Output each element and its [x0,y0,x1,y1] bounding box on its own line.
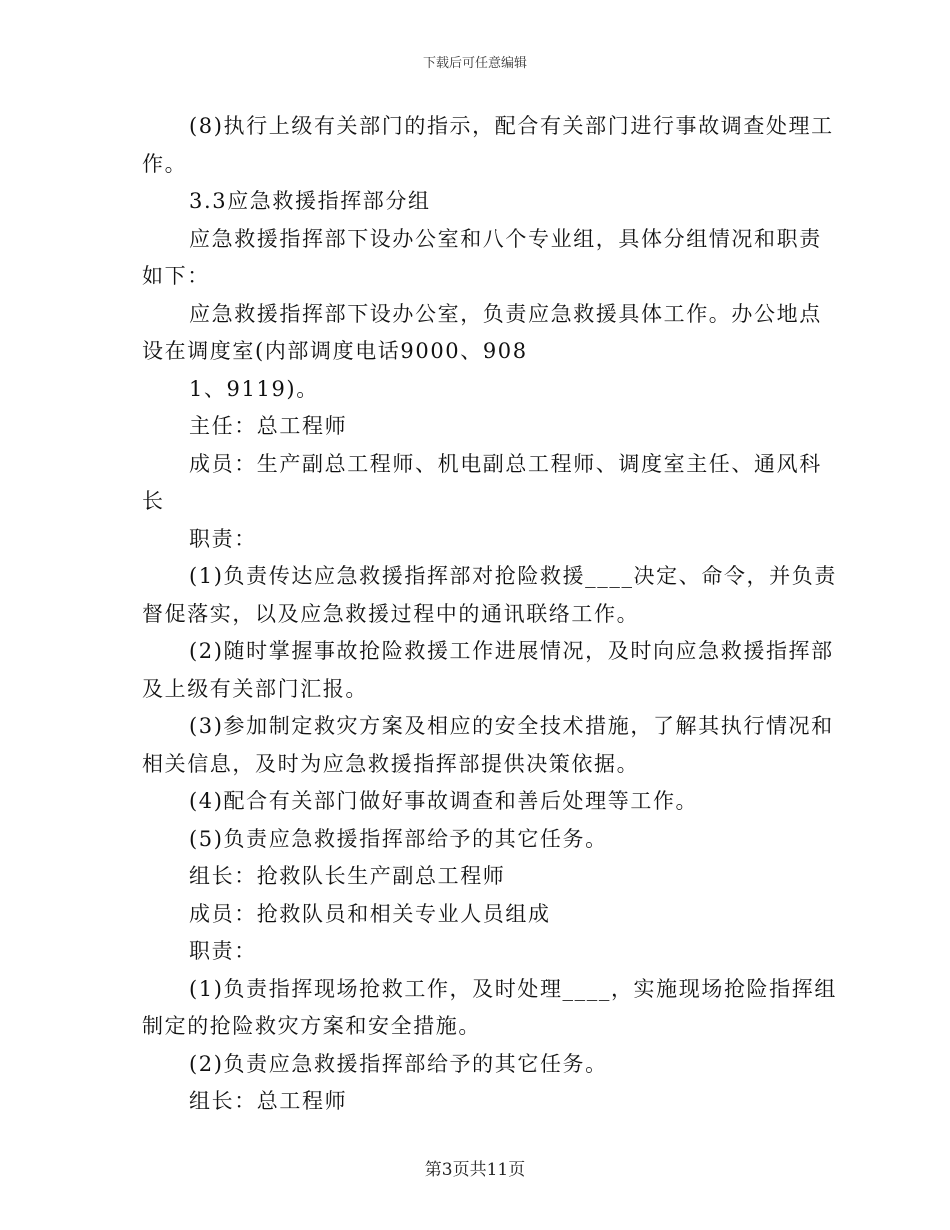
paragraph-line: 及上级有关部门汇报。 [142,676,368,701]
paragraph-line: (2)随时掌握事故抢险救援工作进展情况，及时向应急救援指挥部 [189,639,834,663]
paragraph-line: (2)负责应急救援指挥部给予的其它任务。 [189,1051,608,1076]
paragraph-line: 职责： [189,526,257,551]
paragraph-line: 职责： [189,939,257,963]
paragraph-line: 作。 [142,151,188,176]
paragraph-line: 应急救援指挥部下设办公室，负责应急救援具体工作。办公地点 [189,301,822,326]
paragraph-line: 长 [142,489,165,513]
paragraph-line: 如下： [142,264,210,288]
paragraph-line: (3)参加制定救灾方案及相应的安全技术措施，了解其执行情况和 [189,714,834,738]
paragraph-line: 应急救援指挥部下设办公室和八个专业组，具体分组情况和职责 [189,226,822,251]
paragraph-line: 设在调度室(内部调度电话9000、908 [142,339,528,363]
paragraph-line: (8)执行上级有关部门的指示，配合有关部门进行事故调查处理工 [189,114,834,138]
paragraph-line: 组长：抢救队长生产副总工程师 [189,864,506,888]
paragraph-line: 制定的抢险救灾方案和安全措施。 [142,1014,481,1038]
page-footer: 第3页共11页 [424,1160,526,1180]
paragraph-line: 1、9119)。 [189,376,319,401]
paragraph-line: 督促落实，以及应急救援过程中的通讯联络工作。 [142,601,640,626]
page-header: 下载后可任意编辑 [422,56,527,71]
paragraph-line: (4)配合有关部门做好事故调查和善后处理等工作。 [189,789,699,813]
document-body [142,108,837,1121]
paragraph-line: 成员：抢救队员和相关专业人员组成 [189,901,551,926]
section-heading: 3.3应急救援指挥部分组 [189,189,431,213]
paragraph-line: (5)负责应急救援指挥部给予的其它任务。 [189,826,608,851]
paragraph-line: 组长：总工程师 [189,1089,348,1113]
paragraph-line: 主任：总工程师 [189,414,348,438]
paragraph-line: 成员：生产副总工程师、机电副总工程师、调度室主任、通风科 [189,451,822,476]
paragraph-line: 相关信息，及时为应急救援指挥部提供决策依据。 [142,751,640,776]
paragraph-line: (1)负责指挥现场抢救工作，及时处理____，实施现场抢险指挥组 [189,976,837,1001]
paragraph-line: (1)负责传达应急救援指挥部对抢险救援____决定、命令，并负责 [189,564,837,588]
